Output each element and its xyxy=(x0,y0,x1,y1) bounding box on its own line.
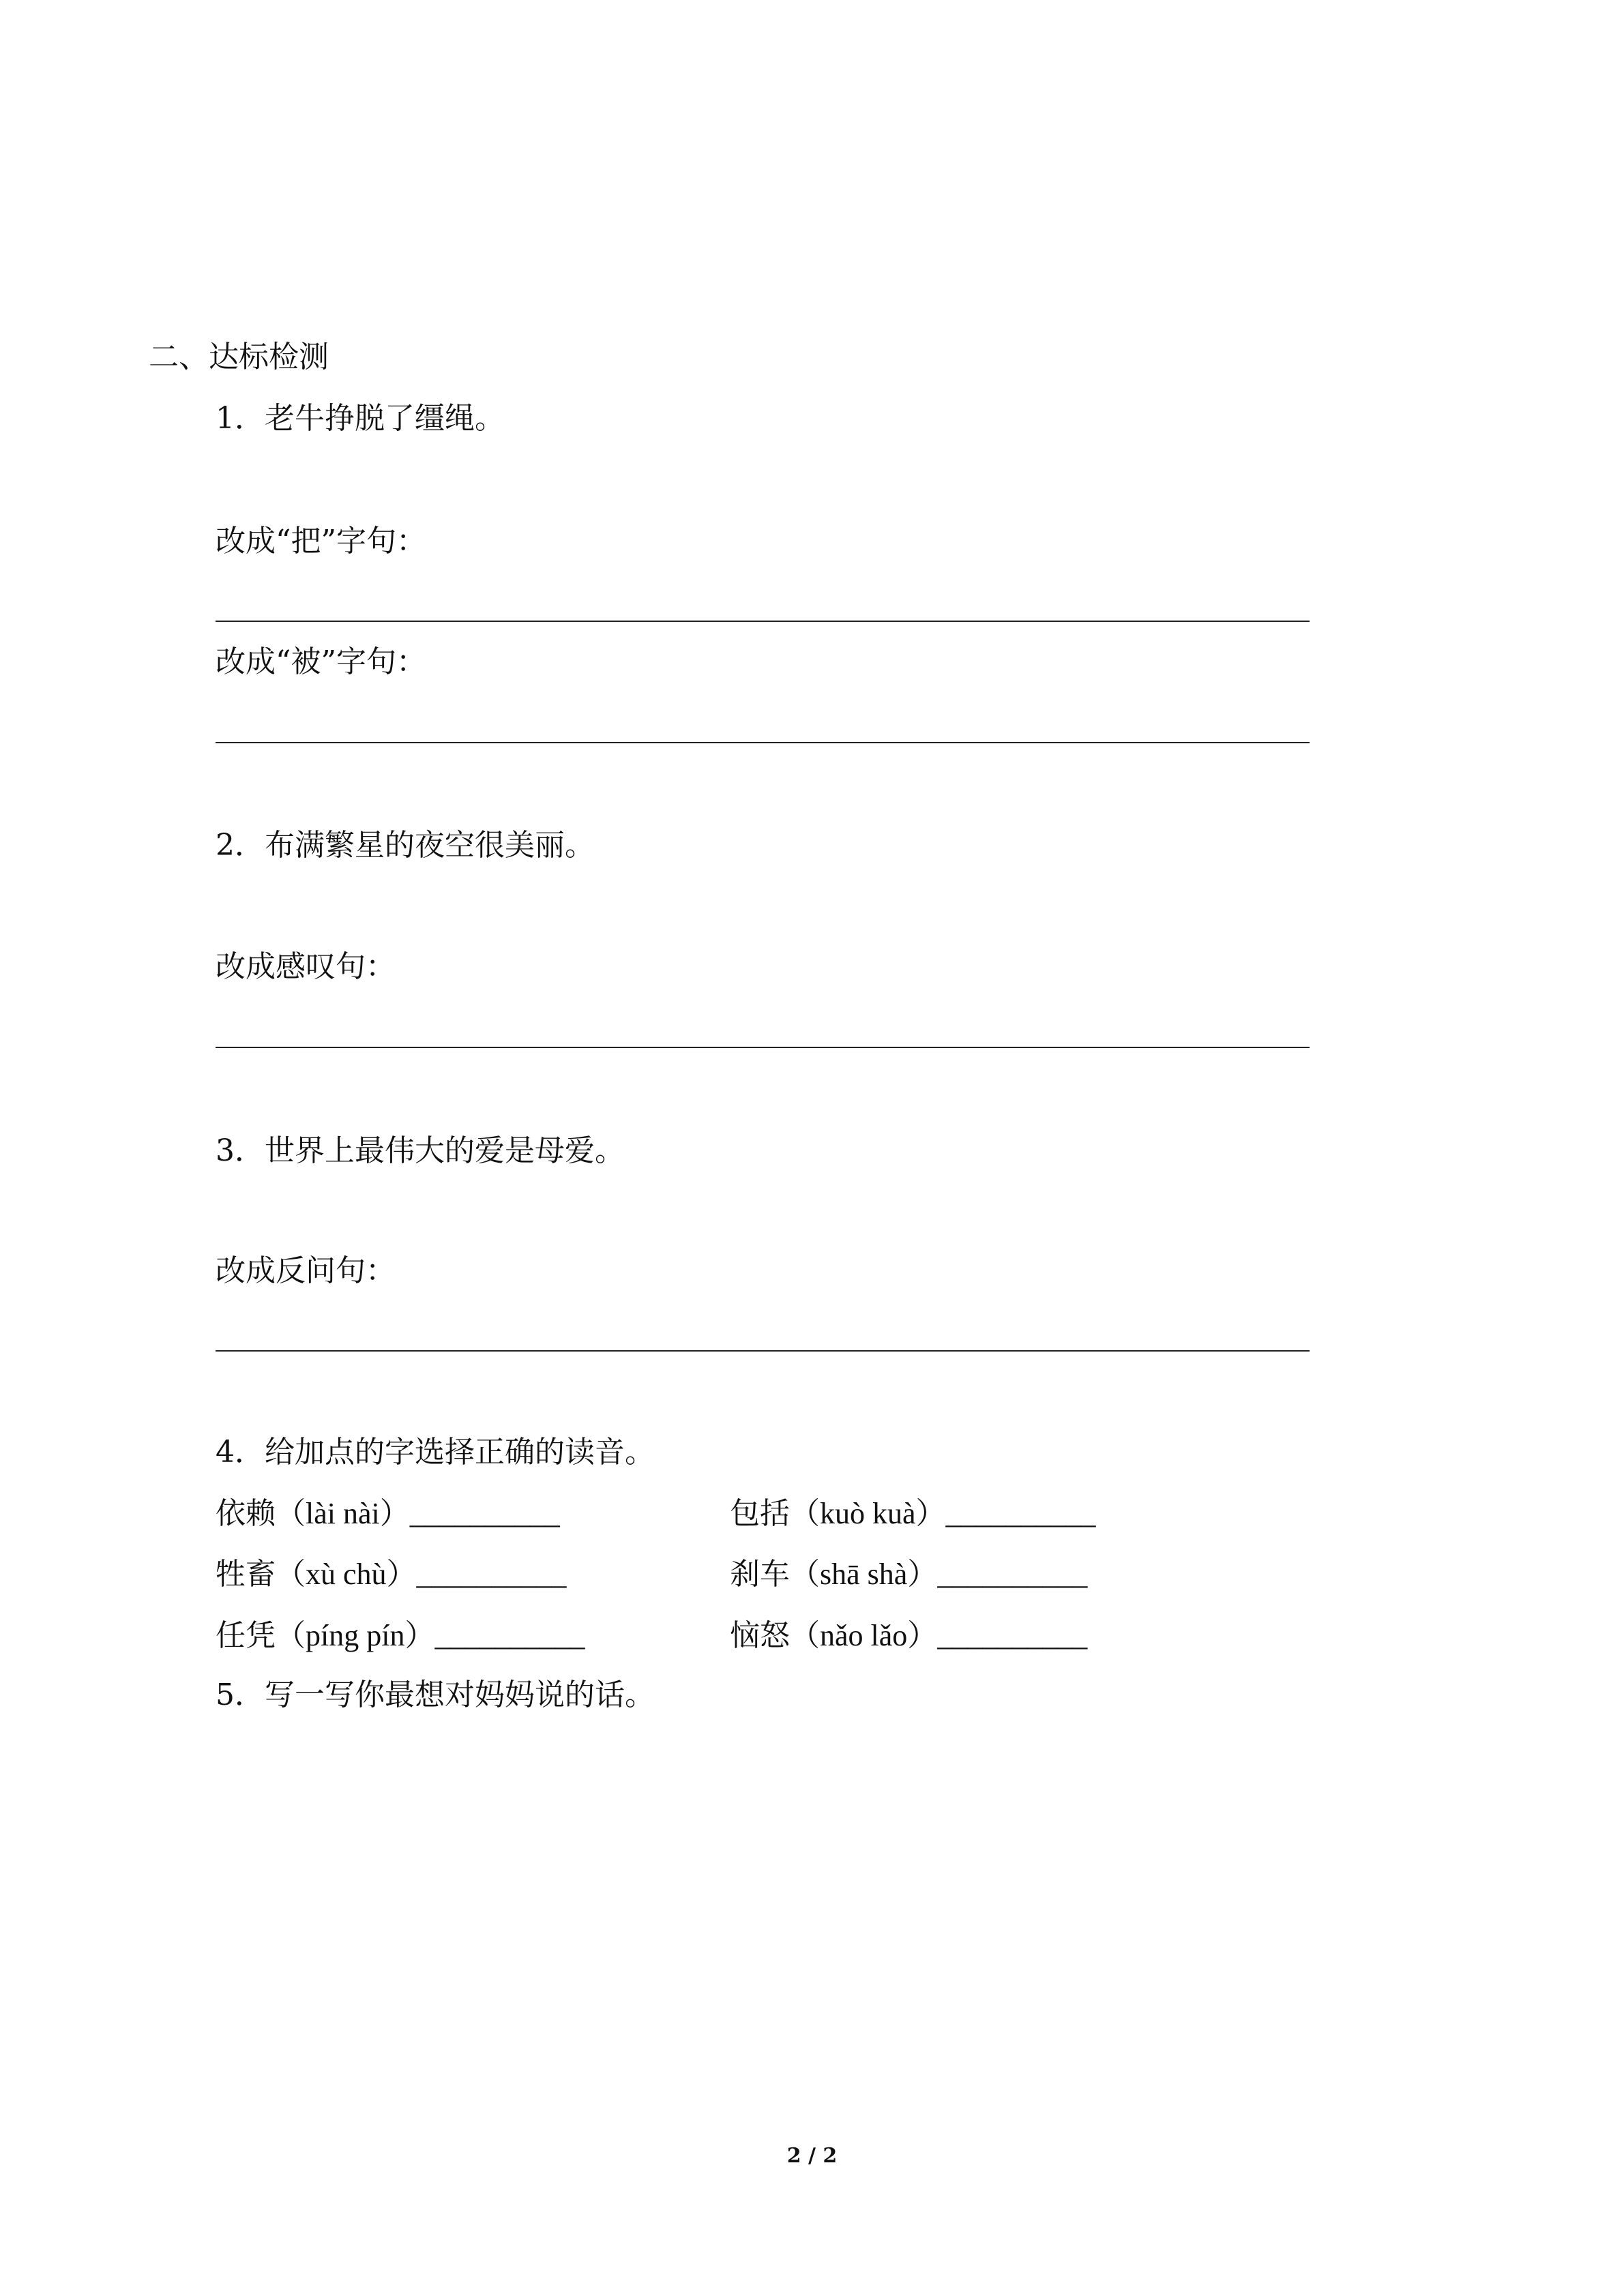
pinyin-item-options: （nǎo lǎo） xyxy=(790,1619,938,1652)
question-1-prompt-ba: 改成“把”字句： xyxy=(216,524,426,558)
question-3-text: 3．世界上最伟大的爱是母爱。 xyxy=(216,1133,625,1168)
pinyin-item xyxy=(216,1554,567,1595)
pinyin-item-blank[interactable]: __________ xyxy=(945,1497,1096,1530)
question-1-text: 1．老牛挣脱了缰绳。 xyxy=(216,401,505,436)
question-3-prompt: 改成反问句： xyxy=(216,1253,396,1288)
pinyin-item xyxy=(730,1554,1087,1595)
pinyin-item-blank[interactable]: __________ xyxy=(937,1557,1088,1591)
pinyin-item-word: 刹车 xyxy=(730,1557,790,1592)
question-2-text: 2．布满繁星的夜空很美丽。 xyxy=(216,828,595,863)
question-2-prompt: 改成感叹句： xyxy=(216,949,396,984)
pinyin-item-blank[interactable]: __________ xyxy=(416,1557,567,1591)
pinyin-item-blank[interactable]: __________ xyxy=(434,1619,585,1652)
pinyin-item-options: （kuò kuà） xyxy=(790,1497,946,1530)
pinyin-item-word: 包括 xyxy=(730,1496,790,1531)
pinyin-item-word: 依赖 xyxy=(216,1496,276,1531)
answer-line-2[interactable] xyxy=(216,1047,1310,1048)
pinyin-item-word: 牲畜 xyxy=(216,1557,276,1592)
pinyin-item xyxy=(730,1493,1096,1534)
pinyin-item-blank[interactable]: __________ xyxy=(937,1619,1088,1652)
pinyin-item-options: （xù chù） xyxy=(276,1557,417,1591)
answer-line-3[interactable] xyxy=(216,1350,1310,1352)
pinyin-item xyxy=(216,1493,560,1534)
answer-line-1-ba[interactable] xyxy=(216,621,1310,622)
question-4-text: 4．给加点的字选择正确的读音。 xyxy=(216,1435,655,1470)
section-title: 二、达标检测 xyxy=(149,340,329,374)
question-1-prompt-bei: 改成“被”字句： xyxy=(216,644,426,679)
page-number: 2 / 2 xyxy=(786,2144,838,2168)
pinyin-item-options: （shā shà） xyxy=(790,1557,938,1591)
pinyin-item-word: 任凭 xyxy=(216,1618,276,1653)
pinyin-item-blank[interactable]: __________ xyxy=(409,1497,560,1530)
answer-line-1-bei[interactable] xyxy=(216,742,1310,743)
pinyin-item-options: （píng pín） xyxy=(276,1619,435,1652)
pinyin-item xyxy=(730,1615,1087,1656)
pinyin-item-word: 恼怒 xyxy=(730,1618,790,1653)
question-5-text: 5．写一写你最想对妈妈说的话。 xyxy=(216,1678,655,1712)
pinyin-item-options: （lài nài） xyxy=(276,1497,410,1530)
pinyin-item xyxy=(216,1615,585,1656)
